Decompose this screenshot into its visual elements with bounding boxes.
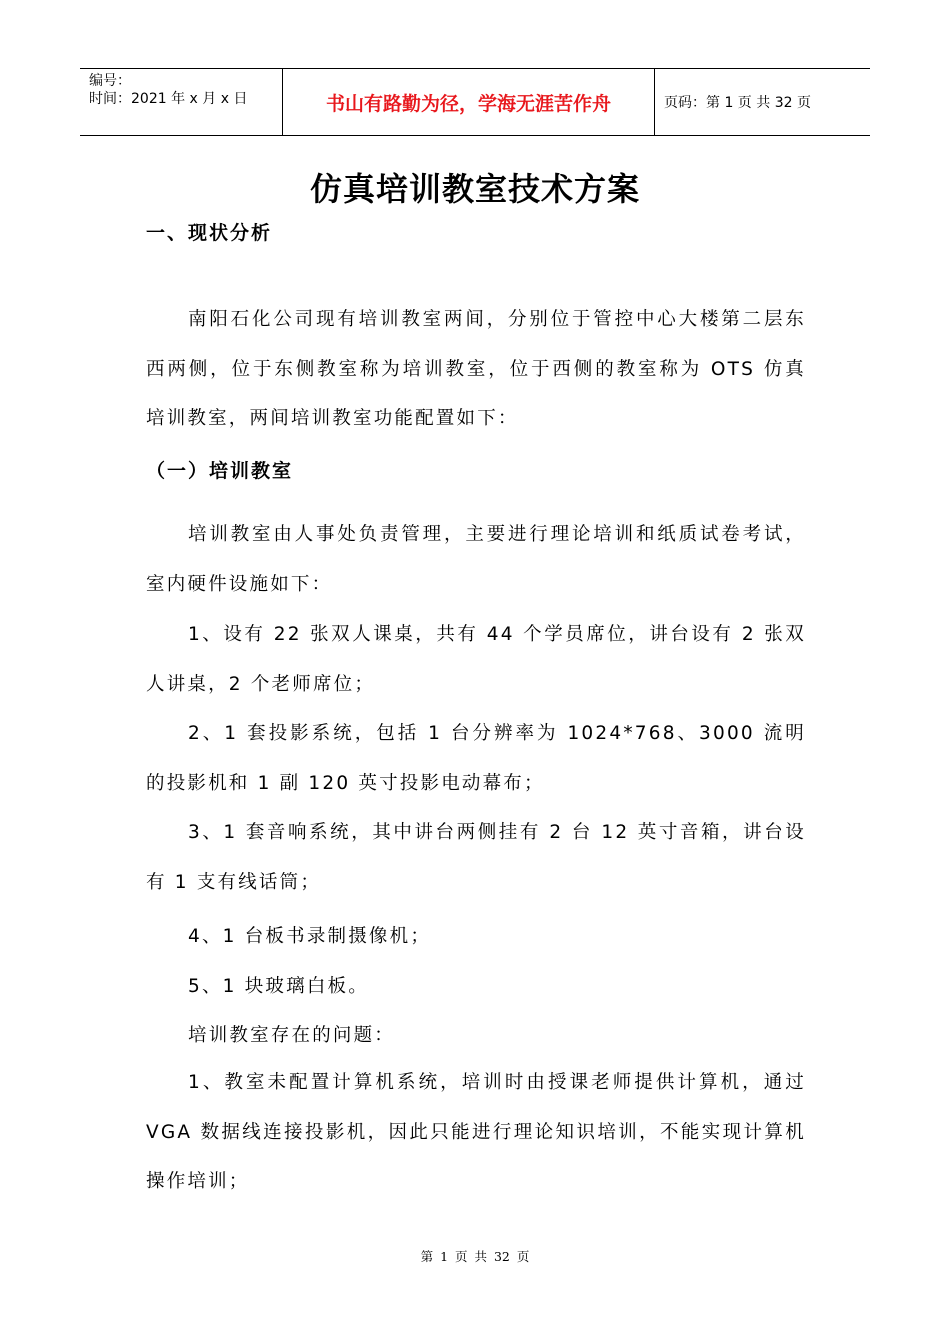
problem-item-1: 1、教室未配置计算机系统，培训时由授课老师提供计算机，通过 VGA 数据线连接投影机，因此只能进行理论知识培训，不能实现计算机操作培训； <box>146 1072 806 1192</box>
equipment-item-2: 2、1 套投影系统，包括 1 台分辨率为 1024*768、3000 流明的投影机和 1 副 120 英寸投影电动幕布； <box>146 723 806 794</box>
equipment-item-1: 1、设有 22 张双人课桌，共有 44 个学员席位，讲台设有 2 张双人讲桌，2 个老师席位； <box>146 624 806 695</box>
page-footer: 第 1 页 共 32 页 <box>420 1249 530 1264</box>
date-line: 时间：2021 年 x 月 x 日 <box>89 91 248 107</box>
section-heading-status-analysis: 一、现状分析 <box>146 222 273 244</box>
page-info-cell <box>655 69 870 135</box>
problems-heading: 培训教室存在的问题： <box>188 1025 396 1046</box>
page-info-text: 页码：第 1 页 共 32 页 <box>664 95 811 111</box>
header-meta-cell <box>80 69 283 135</box>
motto-text: 书山有路勤为径，学海无涯苦作舟 <box>325 92 611 115</box>
training-room-intro-paragraph: 培训教室由人事处负责管理，主要进行理论培训和纸质试卷考试，室内硬件设施如下： <box>146 524 806 595</box>
header-table <box>80 68 870 136</box>
subsection-heading-training-room: （一）培训教室 <box>146 460 294 482</box>
equipment-item-4: 4、1 台板书录制摄像机； <box>188 926 432 947</box>
equipment-item-3: 3、1 套音响系统，其中讲台两侧挂有 2 台 12 英寸音箱，讲台设有 1 支有线话筒； <box>146 822 806 893</box>
document-title: 仿真培训教室技术方案 <box>309 170 640 208</box>
section-intro-paragraph: 南阳石化公司现有培训教室两间，分别位于管控中心大楼第二层东西两侧，位于东侧教室称为培训教室，位于西侧的教室称为 OTS 仿真培训教室，两间培训教室功能配置如下： <box>146 309 806 429</box>
serial-number-label: 编号： <box>89 73 131 89</box>
equipment-item-5: 5、1 块玻璃白板。 <box>188 976 369 997</box>
motto-cell <box>283 69 655 135</box>
